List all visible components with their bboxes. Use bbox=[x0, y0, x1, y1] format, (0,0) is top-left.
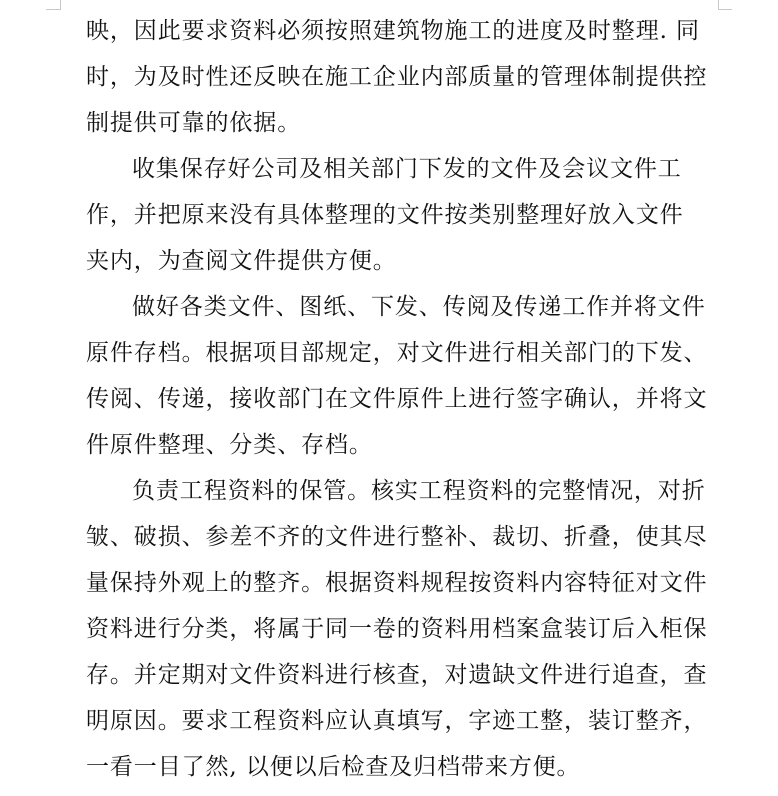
text-line: 制提供可靠的依据。 bbox=[86, 110, 302, 136]
text-line: 明原因。要求工程资料应认真填写，字迹工整，装订整齐， bbox=[86, 708, 708, 734]
paragraph-first-line: 做好各类文件、图纸、下发、传阅及传递工作并将文件 bbox=[132, 294, 706, 320]
text-line: 作，并把原来没有具体整理的文件按类别整理好放入文件 bbox=[86, 202, 684, 228]
text-line: 传阅、传递，接收部门在文件原件上进行签字确认，并将文 bbox=[86, 386, 708, 412]
crop-mark-top-left-horizontal bbox=[46, 9, 60, 10]
text-line: 映，因此要求资料必须按照建筑物施工的进度及时整理. 同 bbox=[86, 18, 700, 44]
crop-mark-top-left bbox=[60, 0, 61, 10]
text-line: 一看一目了然, 以便以后检查及归档带来方便。 bbox=[86, 754, 581, 780]
text-line: 量保持外观上的整齐。根据资料规程按资料内容特征对文件 bbox=[86, 570, 708, 596]
document-body bbox=[86, 8, 708, 790]
text-line: 夹内，为查阅文件提供方便。 bbox=[86, 248, 397, 274]
text-line: 存。并定期对文件资料进行核查，对遗缺文件进行追查，查 bbox=[86, 662, 708, 688]
crop-mark-top-right-horizontal bbox=[718, 9, 732, 10]
paragraph-first-line: 收集保存好公司及相关部门下发的文件及会议文件工 bbox=[132, 156, 682, 182]
text-line: 时，为及时性还反映在施工企业内部质量的管理体制提供控 bbox=[86, 64, 708, 90]
text-line: 原件存档。根据项目部规定，对文件进行相关部门的下发、 bbox=[86, 340, 708, 366]
text-line: 件原件整理、分类、存档。 bbox=[86, 432, 373, 458]
text-line: 资料进行分类，将属于同一卷的资料用档案盒装订后入柜保 bbox=[86, 616, 708, 642]
paragraph-first-line: 负责工程资料的保管。核实工程资料的完整情况，对折 bbox=[132, 478, 706, 504]
text-line: 皱、破损、参差不齐的文件进行整补、裁切、折叠，使其尽 bbox=[86, 524, 708, 550]
